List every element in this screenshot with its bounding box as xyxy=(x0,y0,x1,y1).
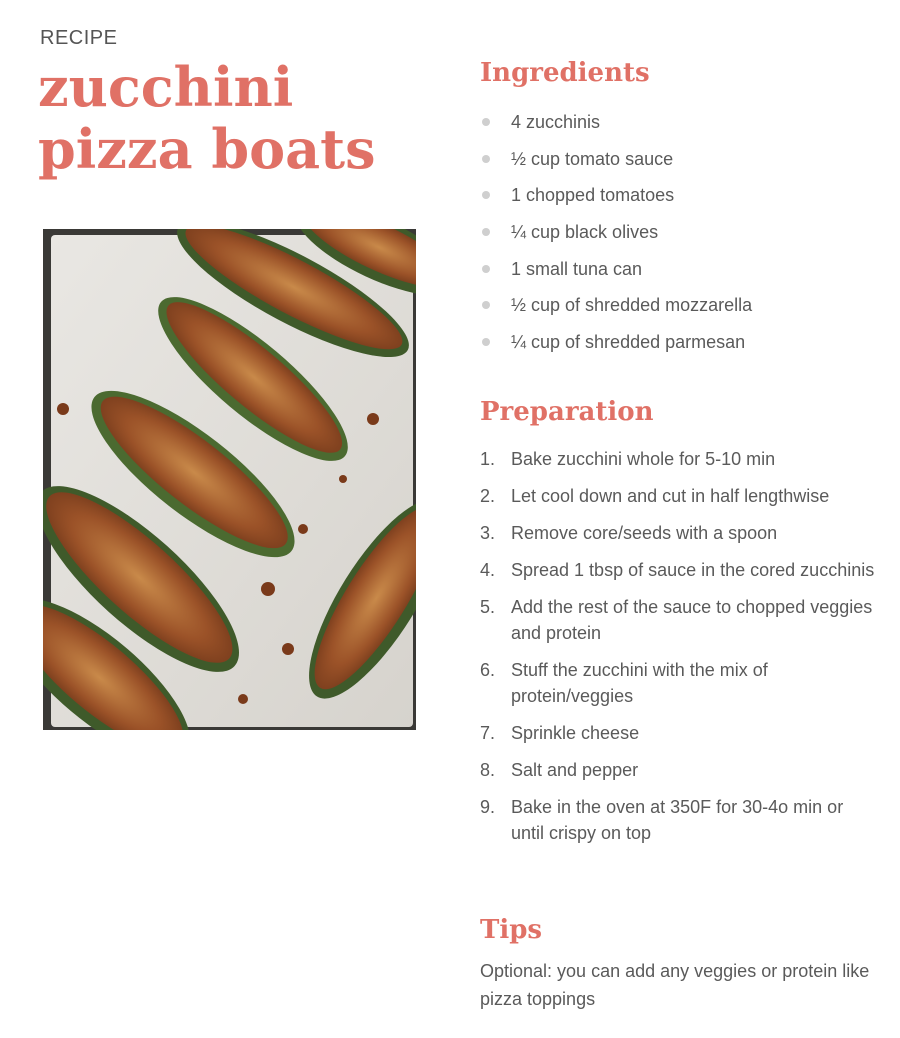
ingredient-text: 1 chopped tomatoes xyxy=(511,185,675,206)
ingredient-text: 1 small tuna can xyxy=(511,258,643,279)
bullet-icon xyxy=(482,265,490,273)
step-text: Spread 1 tbsp of sauce in the cored zucchinis xyxy=(511,560,875,580)
step-text: Stuff the zucchini with the mix of protein/veggies xyxy=(511,660,768,706)
preparation-heading: Preparation xyxy=(480,397,654,427)
ingredient-text: ¼ cup black olives xyxy=(511,222,659,243)
ingredients-list xyxy=(480,106,880,363)
step-text: Remove core/seeds with a spoon xyxy=(511,523,778,543)
ingredient-item xyxy=(480,253,880,290)
tips-heading: Tips xyxy=(480,915,543,945)
step-text: Add the rest of the sauce to chopped veggies and protein xyxy=(511,597,873,643)
ingredient-text: ½ cup tomato sauce xyxy=(511,148,674,169)
step-number: 4. xyxy=(480,560,496,580)
step-number: 3. xyxy=(480,523,496,543)
prep-step xyxy=(480,757,880,783)
prep-step xyxy=(480,657,880,709)
preparation-list xyxy=(480,446,880,857)
tips-text: Optional: you can add any veggies or protein like pizza toppings xyxy=(480,961,870,1009)
recipe-title: zucchini pizza boats xyxy=(38,55,376,181)
step-number: 5. xyxy=(480,597,496,617)
step-text: Bake zucchini whole for 5-10 min xyxy=(511,449,776,469)
prep-step xyxy=(480,446,880,472)
step-number: 6. xyxy=(480,660,496,680)
prep-step xyxy=(480,520,880,546)
prep-step xyxy=(480,483,880,509)
ingredient-item xyxy=(480,106,880,143)
bullet-icon xyxy=(482,118,490,126)
recipe-eyebrow: RECIPE xyxy=(40,27,118,49)
recipe-photo xyxy=(43,229,416,730)
bullet-icon xyxy=(482,228,490,236)
ingredient-item xyxy=(480,326,880,363)
ingredient-item xyxy=(480,216,880,253)
ingredient-text: ½ cup of shredded mozzarella xyxy=(511,295,753,316)
step-number: 2. xyxy=(480,486,496,506)
bullet-icon xyxy=(482,301,490,309)
ingredient-item xyxy=(480,143,880,180)
ingredient-item xyxy=(480,289,880,326)
step-text: Bake in the oven at 350F for 30-4o min or until crispy on top xyxy=(511,797,844,843)
step-number: 7. xyxy=(480,723,496,743)
prep-step xyxy=(480,794,880,846)
step-number: 8. xyxy=(480,760,496,780)
step-text: Let cool down and cut in half lengthwise xyxy=(511,486,830,506)
step-number: 9. xyxy=(480,797,496,817)
food-photo-illustration xyxy=(43,229,416,730)
ingredient-text: 4 zucchinis xyxy=(511,112,601,132)
bullet-icon xyxy=(482,338,490,346)
ingredient-item xyxy=(480,179,880,216)
step-text: Salt and pepper xyxy=(511,760,639,780)
ingredients-heading: Ingredients xyxy=(480,58,650,88)
bullet-icon xyxy=(482,155,490,163)
ingredient-text: ¼ cup of shredded parmesan xyxy=(511,332,746,353)
step-number: 1. xyxy=(480,449,496,469)
prep-step xyxy=(480,594,880,646)
step-text: Sprinkle cheese xyxy=(511,723,640,743)
bullet-icon xyxy=(482,191,490,199)
prep-step xyxy=(480,720,880,746)
prep-step xyxy=(480,557,880,583)
